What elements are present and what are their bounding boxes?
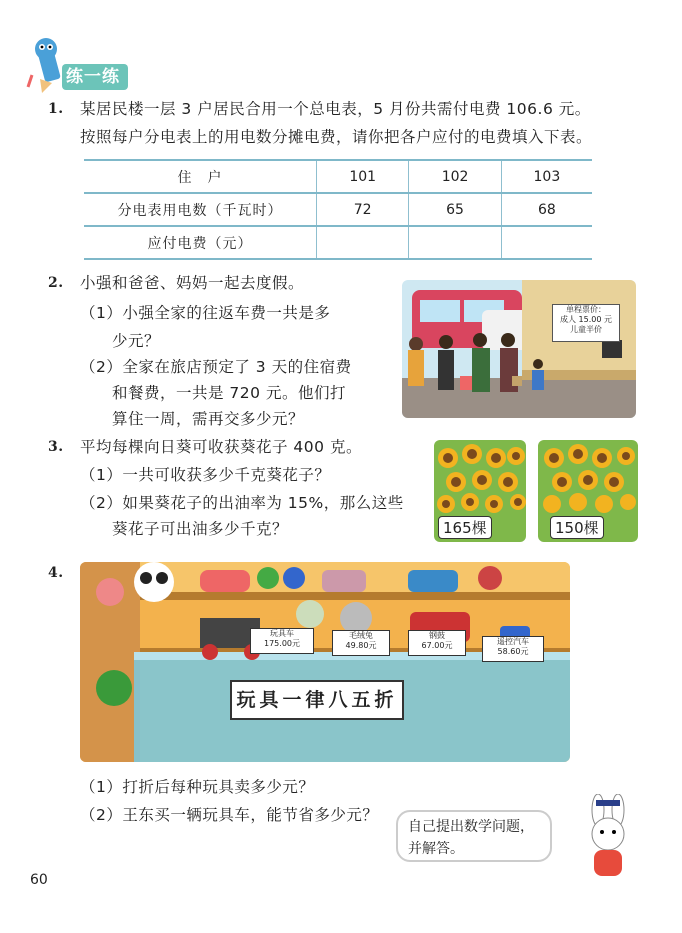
electricity-table (84, 159, 592, 260)
price-tag (408, 630, 466, 656)
q2-part1-line2: 少元？ (112, 332, 161, 350)
sign-line2: 成人 15.00 元 (560, 315, 612, 324)
bus-station-scene-icon (402, 280, 636, 418)
count-label-b: 150棵 (550, 516, 604, 539)
q2-part2-line2: 和餐费，一共是 720 元。他们打 (112, 384, 346, 402)
count-label-a: 165棵 (438, 516, 492, 539)
q1-line2: 按照每户分电表上的用电数分摊电费，请你把各户应付的电费填入下表。 (80, 128, 593, 146)
q3-number: 3. (48, 439, 64, 455)
toy-store-illustration (80, 562, 570, 762)
price-tag-name: 钢鼓 (429, 631, 445, 640)
q1-number: 1. (48, 101, 64, 117)
q2-number: 2. (48, 275, 64, 291)
price-tag-name: 玩具车 (270, 629, 294, 638)
answer-cell[interactable] (409, 226, 501, 259)
q4-part2: （2）王东买一辆玩具车，能节省多少元？ (80, 806, 379, 824)
bus-station-illustration (402, 280, 636, 418)
table-row (84, 193, 592, 226)
sunflower-field-a (434, 440, 526, 542)
q2-part1-line1: （1）小强全家的往返车费一共是多 (80, 304, 331, 322)
q4-number: 4. (48, 565, 64, 581)
price-tag (250, 628, 314, 654)
q2-part2-line3: 算住一周，需再交多少元？ (112, 410, 305, 428)
q3-part1: （1）一共可收获多少千克葵花子？ (80, 466, 331, 484)
price-tag-price: 49.80元 (345, 641, 377, 650)
page-number: 60 (30, 872, 48, 888)
table-row (84, 160, 592, 193)
price-tag (482, 636, 544, 662)
table-cell: 103 (501, 160, 592, 193)
answer-cell[interactable] (501, 226, 592, 259)
section-badge: 练一练 (62, 64, 128, 90)
table-cell: 101 (317, 160, 409, 193)
table-cell: 68 (501, 193, 592, 226)
sunflower-field-b (538, 440, 638, 542)
sale-sign: 玩具一律八五折 (230, 680, 404, 720)
q2-intro: 小强和爸爸、妈妈一起去度假。 (80, 274, 305, 292)
speech-bubble: 自己提出数学问题，并解答。 (396, 810, 552, 862)
rabbit-mascot-icon (574, 794, 644, 882)
price-tag-price: 58.60元 (497, 647, 529, 656)
sign-line1: 单程票价： (566, 305, 606, 314)
price-tag (332, 630, 390, 656)
toy-store-scene-icon (80, 562, 570, 762)
table-row (84, 226, 592, 259)
table-cell: 102 (409, 160, 501, 193)
q3-part2-line2: 葵花子可出油多少千克？ (112, 520, 289, 538)
q2-part2-line1: （2）全家在旅店预定了 3 天的住宿费 (80, 358, 352, 376)
table-cell: 65 (409, 193, 501, 226)
q3-part2-line1: （2）如果葵花子的出油率为 15%，那么这些 (80, 494, 404, 512)
ticket-price-sign (552, 304, 620, 342)
sign-line3: 儿童半价 (570, 325, 602, 334)
price-tag-name: 遥控汽车 (497, 637, 529, 646)
q1-line1: 某居民楼一层 3 户居民合用一个总电表，5 月份共需付电费 106.6 元。 (80, 100, 591, 118)
price-tag-price: 67.00元 (421, 641, 453, 650)
q3-intro: 平均每棵向日葵可收获葵花子 400 克。 (80, 438, 362, 456)
row-header: 分电表用电数（千瓦时） (84, 193, 317, 226)
table-cell: 72 (317, 193, 409, 226)
price-tag-price: 175.00元 (264, 639, 300, 648)
q4-part1: （1）打折后每种玩具卖多少元？ (80, 778, 315, 796)
answer-cell[interactable] (317, 226, 409, 259)
row-header: 住 户 (84, 160, 317, 193)
price-tag-name: 毛绒兔 (349, 631, 373, 640)
row-header: 应付电费（元） (84, 226, 317, 259)
